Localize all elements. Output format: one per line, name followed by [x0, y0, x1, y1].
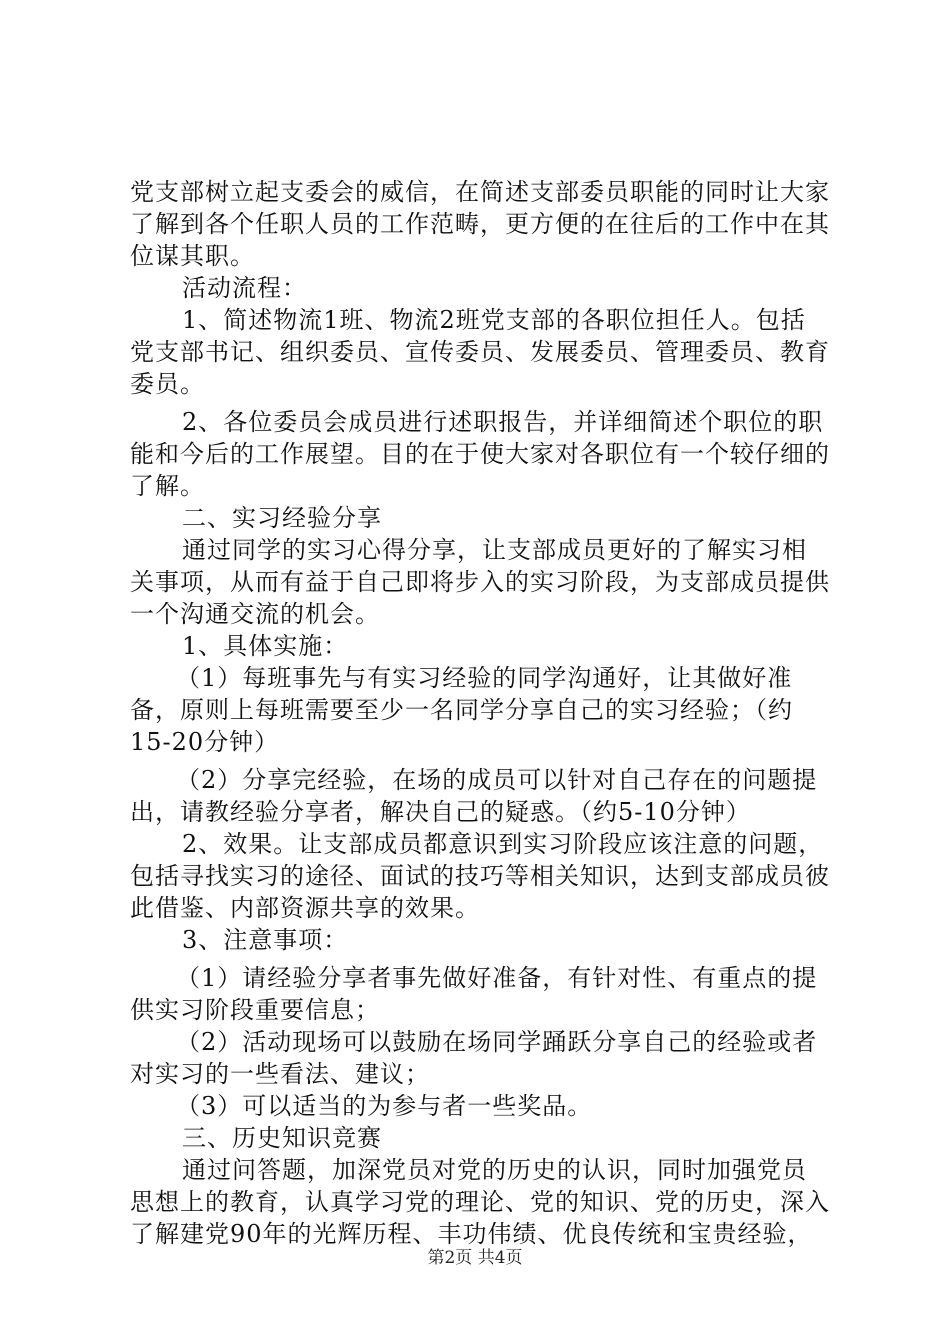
paragraph-section-3-intro: 通过问答题，加深党员对党的历史的认识，同时加强党员思想上的教育，认真学习党的理论、党的知识、党的历史，深入了解建党90年的光辉历程、丰功伟绩、优良传统和宝贵经验，: [130, 1156, 830, 1248]
paragraph-intro-continued: 党支部树立起支委会的威信，在简述支部委员职能的同时让大家了解到各个任职人员的工作范畴，更方便的在往后的工作中在其位谋其职。: [130, 178, 830, 270]
paragraph-sub-item-1: （1）每班事先与有实习经验的同学沟通好，让其做好准备，原则上每班需要至少一名同学分享自己的实习经验；（约15-20分钟）: [130, 664, 793, 756]
paragraph-note-3: （3）可以适当的为参与者一些奖品。: [176, 1092, 593, 1120]
paragraph-item-2: 2、各位委员会成员进行述职报告，并详细简述个职位的职能和今后的工作展望。目的在于使大家对各职位有一个较仔细的了解。: [130, 408, 830, 500]
paragraph-note-1: （1）请经验分享者事先做好准备，有针对性、有重点的提供实习阶段重要信息；: [130, 964, 818, 1024]
section-heading-3: 三、历史知识竞赛: [182, 1124, 382, 1152]
paragraph-sub-item-2: （2）分享完经验，在场的成员可以针对自己存在的问题提出，请教经验分享者，解决自己的疑惑。（约5-10分钟）: [130, 766, 818, 826]
page-number-footer: 第2页 共4页: [427, 1248, 523, 1268]
paragraph-implementation: 1、具体实施：: [182, 632, 349, 660]
document-body: [130, 176, 830, 1250]
paragraph-effect: 2、效果。让支部成员都意识到实习阶段应该注意的问题，包括寻找实习的途径、面试的技巧等相关知识，达到支部成员彼此借鉴、内部资源共享的效果。: [130, 830, 830, 922]
paragraph-note-2: （2）活动现场可以鼓励在场同学踊跃分享自己的经验或者对实习的一些看法、建议；: [130, 1028, 818, 1088]
paragraph-notes-heading: 3、注意事项：: [182, 926, 349, 954]
paragraph-section-2-intro: 通过同学的实习心得分享，让支部成员更好的了解实习相关事项，从而有益于自己即将步入的实习阶段，为支部成员提供一个沟通交流的机会。: [130, 536, 830, 628]
paragraph-item-1: 1、简述物流1班、物流2班党支部的各职位担任人。包括党支部书记、组织委员、宣传委员、发展委员、管理委员、教育委员。: [130, 306, 830, 398]
paragraph-activity-process: 活动流程：: [182, 274, 307, 302]
section-heading-2: 二、实习经验分享: [182, 504, 382, 532]
